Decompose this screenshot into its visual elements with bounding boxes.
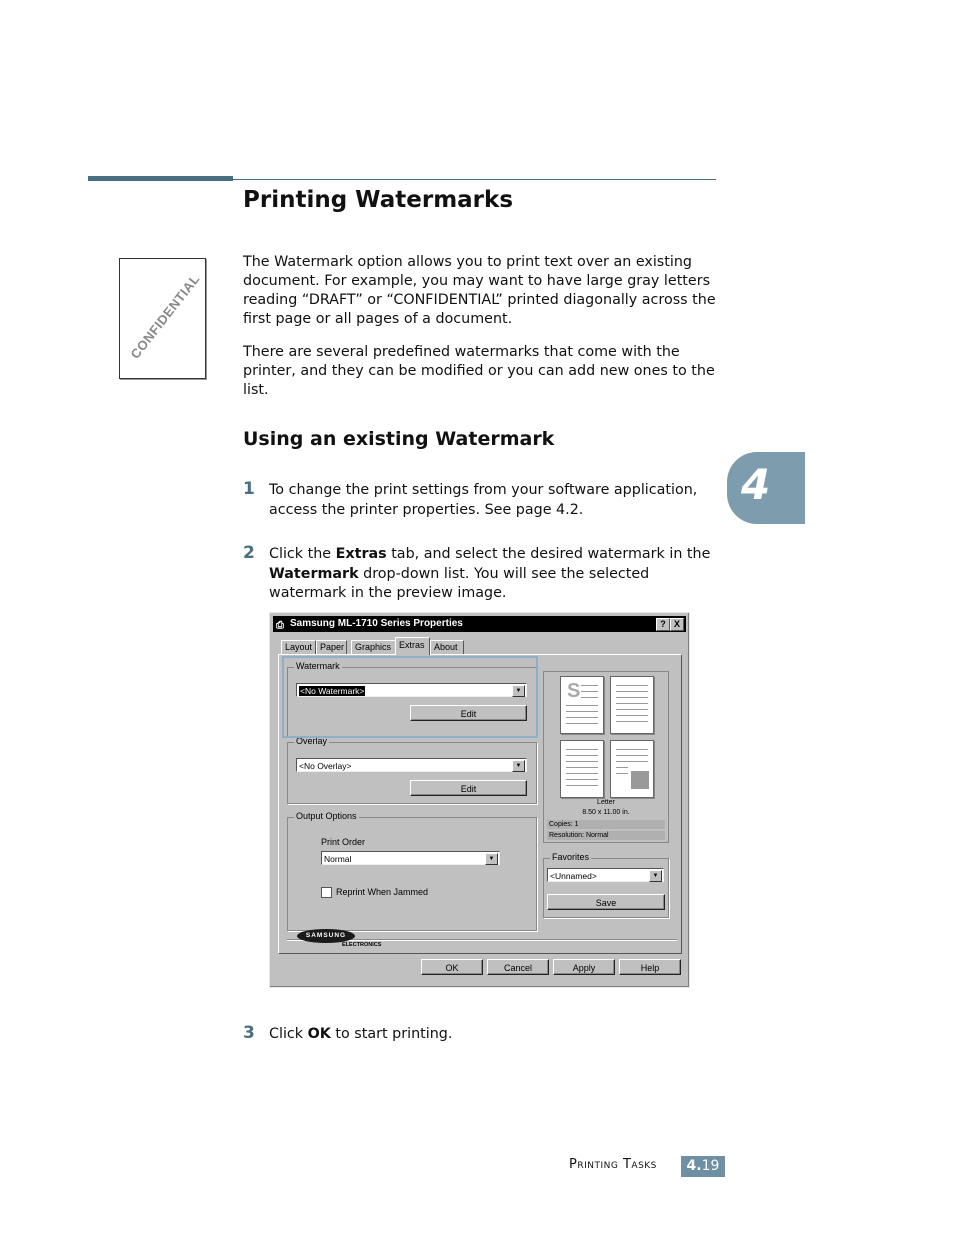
text-line [566,785,598,786]
chapter-number: 4 [741,460,771,509]
favorites-save-button[interactable]: Save [547,894,665,910]
preview-page-overlay [610,740,654,798]
intro-paragraph-2: There are several predefined watermarks that come with the printer, and they can be modified or you can add new ones to the list. [243,344,715,398]
dropdown-arrow-icon[interactable]: ▼ [649,870,662,882]
overlay-select[interactable] [296,758,527,772]
watermark-sample-text: CONFIDENTIAL [127,271,203,362]
watermark-select-value: <No Watermark> [300,686,365,696]
print-order-label: Print Order [321,837,366,847]
text-line [566,711,598,712]
paper-name: Letter [597,799,615,806]
text-line [616,773,628,774]
text-line [566,767,598,768]
text-line [581,697,598,698]
text-line [581,685,598,686]
reprint-when-jammed-label: Reprint When Jammed [336,887,429,897]
copies-info: Copies: 1 [547,820,665,829]
text-line [566,717,598,718]
header-rule-thick [88,176,233,181]
text-line [566,773,598,774]
dropdown-arrow-icon[interactable]: ▼ [512,760,525,772]
printer-icon: ⎙ [276,620,284,631]
header-rule-thin [233,179,716,180]
text-line [616,755,648,756]
text-line [581,691,598,692]
chapter-tab [727,452,805,524]
printer-properties-dialog [269,612,690,988]
step-text: Click the Extras tab, and select the desired watermark in the Watermark drop-down list. You will see the selected watermark in the preview image. [269,546,711,601]
reprint-when-jammed-checkbox[interactable] [321,887,332,898]
dialog-titlebar [273,616,686,632]
tab-paper[interactable]: Paper [316,640,347,654]
bold-term: Watermark [269,565,359,582]
text-line [616,721,648,722]
dropdown-arrow-icon[interactable]: ▼ [512,685,525,697]
text-line [566,723,598,724]
watermark-sample-page [119,258,206,379]
text-line [566,749,598,750]
text-line [616,697,648,698]
step-text: To change the print settings from your software application, access the printer properties. See page 4.2. [269,482,698,518]
step-number: 3 [243,1023,255,1043]
text-line [616,767,628,768]
print-order-value: Normal [324,854,352,864]
preview-watermark-letter: S [567,680,581,702]
samsung-logo: SAMSUNG [297,929,355,943]
text-line [616,715,648,716]
tab-layout[interactable]: Layout [281,640,316,654]
output-options-label: Output Options [296,811,357,821]
dropdown-arrow-icon[interactable]: ▼ [485,853,498,865]
help-title-button[interactable]: ? [656,618,670,631]
dialog-title: Samsung ML-1710 Series Properties [290,618,463,629]
output-options-group [287,811,537,931]
apply-button[interactable]: Apply [553,959,615,975]
text-line [616,749,648,750]
text-line [566,755,598,756]
preview-page-plain [560,740,604,798]
close-button[interactable]: X [670,618,684,631]
overlay-edit-button[interactable]: Edit [410,780,527,796]
samsung-logo-subtext: ELECTRONICS [342,942,382,948]
footer-section-name: Printing Tasks [569,1157,657,1172]
footer-page-number: 4.19 [681,1156,725,1177]
text-line [566,761,598,762]
bold-term: OK [307,1026,331,1042]
favorites-select[interactable] [547,868,664,882]
bold-term: Extras [335,546,387,562]
help-button[interactable]: Help [619,959,681,975]
resolution-info: Resolution: Normal [547,831,665,840]
watermark-highlight [282,656,538,738]
preview-page-watermark [560,676,604,734]
text-line [616,703,648,704]
step-text: Click OK to start printing. [269,1026,453,1042]
overlay-image-block [631,771,649,789]
tab-about[interactable]: About [430,640,464,654]
subsection-title: Using an existing Watermark [243,428,555,450]
favorites-group-label: Favorites [552,852,590,862]
step-number: 1 [243,479,255,499]
text-line [566,779,598,780]
ok-button[interactable]: OK [421,959,483,975]
tab-graphics[interactable]: Graphics [351,640,396,654]
text-line [616,691,648,692]
cancel-button[interactable]: Cancel [487,959,549,975]
favorites-value: <Unnamed> [550,871,597,881]
intro-paragraph-1: The Watermark option allows you to print text over an existing document. For example, you may want to have large gray letters reading “DRAFT” or “CONFIDENTIAL” printed diagonally across the first page or all pages of a document. [243,254,716,327]
print-order-select[interactable] [321,851,500,865]
section-title: Printing Watermarks [243,187,514,213]
text-line [616,685,648,686]
preview-page-plain [610,676,654,734]
paper-size: 8.50 x 11.00 in. [582,809,630,816]
text-line [616,761,648,762]
text-line [616,709,648,710]
overlay-group-label: Overlay [296,736,328,746]
overlay-select-value: <No Overlay> [299,761,352,771]
tab-extras[interactable]: Extras [395,637,430,655]
text-line [566,705,598,706]
watermark-edit-button[interactable]: Edit [410,705,527,721]
watermark-group-label: Watermark [296,661,340,671]
step-number: 2 [243,543,255,563]
preview-pane [543,671,669,843]
